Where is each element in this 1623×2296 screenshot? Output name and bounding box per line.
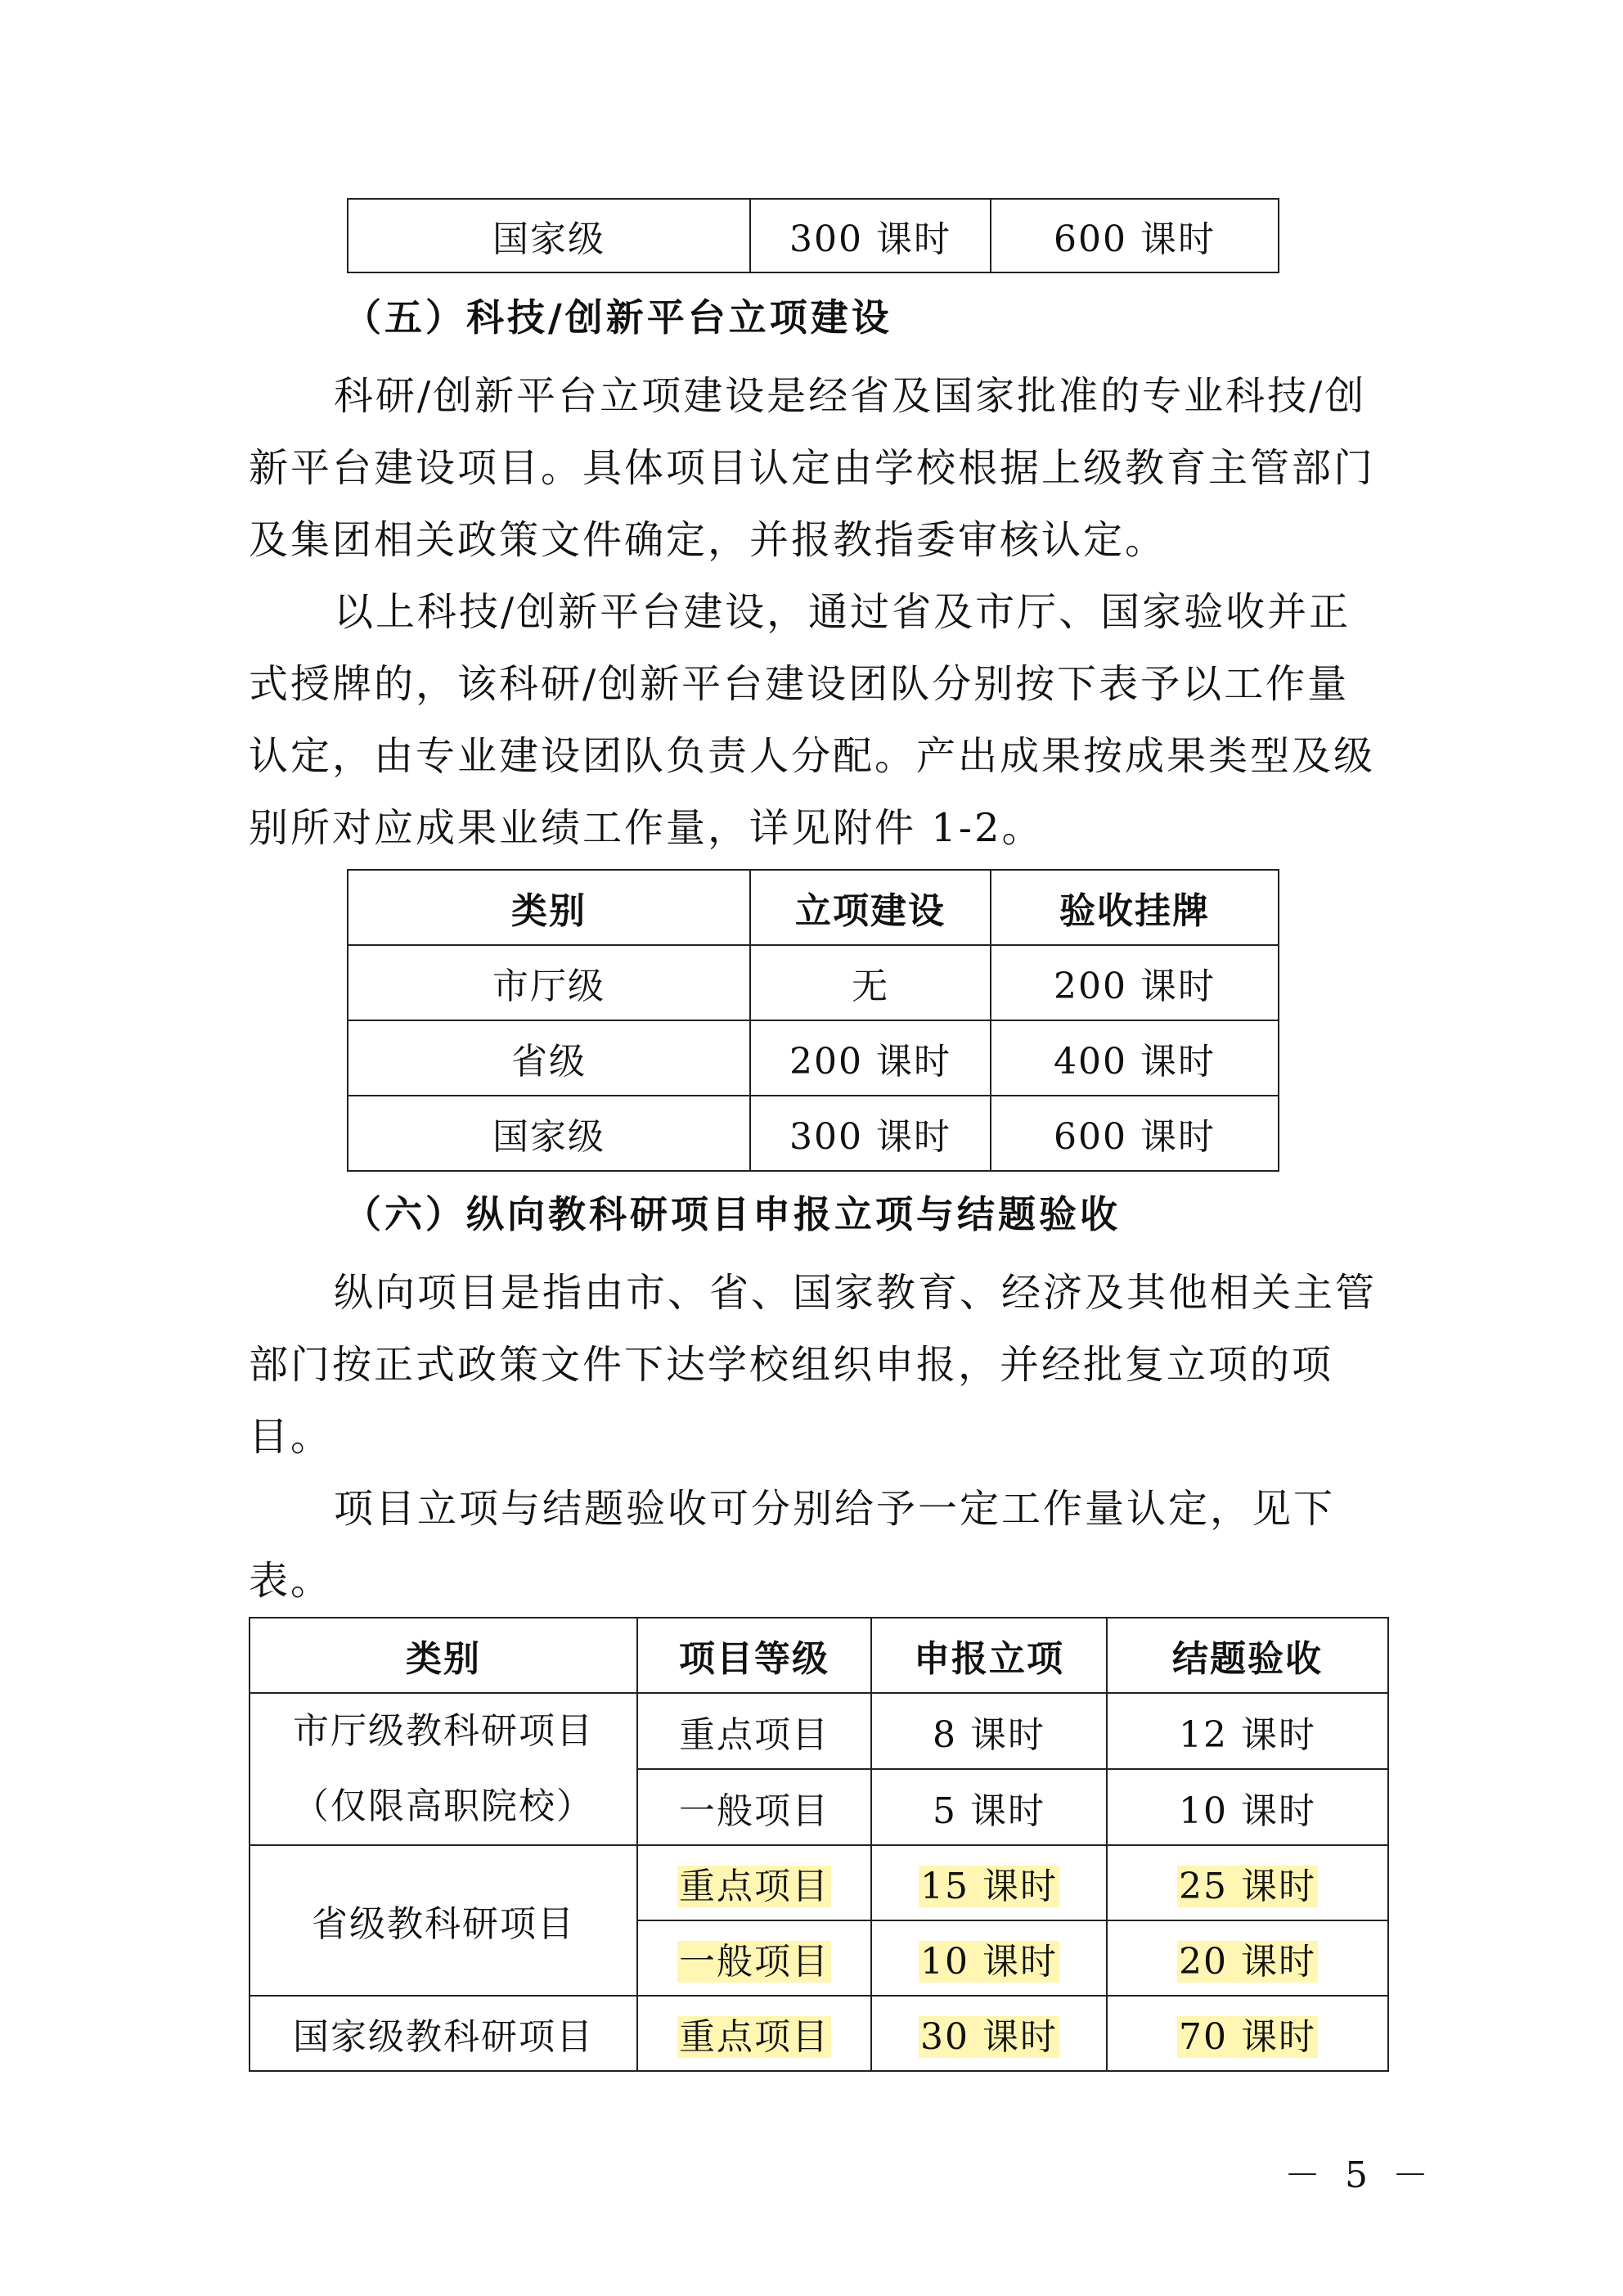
- table-cell: 200 课时: [750, 1020, 991, 1096]
- table-header-row: [250, 1618, 1388, 1693]
- table-cell: [1107, 1920, 1388, 1996]
- highlighted-text: 70 课时: [1179, 2016, 1316, 2058]
- table-cell: [1107, 1845, 1388, 1920]
- table-cell: 12 课时: [1107, 1693, 1388, 1769]
- table-cell: 600 课时: [991, 1096, 1279, 1171]
- table-cell: 国家级: [348, 199, 750, 272]
- section6-paragraph-2: 项目立项与结题验收可分别给予一定工作量认定，见下表。: [249, 1486, 1336, 1604]
- table-cell: 重点项目: [637, 1693, 871, 1769]
- category-label: 市厅级教科研项目（仅限高职院校）: [293, 1710, 594, 1827]
- table-header-cell: 结题验收: [1107, 1618, 1388, 1693]
- table-row: [348, 945, 1279, 1020]
- highlighted-text: 20 课时: [1179, 1941, 1316, 1983]
- table-header-cell: 类别: [250, 1618, 637, 1693]
- section5-paragraph-1: 科研/创新平台立项建设是经省及国家批准的专业科技/创新平台建设项目。具体项目认定由学校根据上级教育主管部门及集团相关政策文件确定，并报教指委审核认定。: [249, 373, 1376, 563]
- category-cell-national: 国家级教科研项目: [250, 1996, 637, 2071]
- highlighted-text: 一般项目: [679, 1941, 829, 1983]
- section5-paragraph-2: 以上科技/创新平台建设，通过省及市厅、国家验收并正式授牌的，该科研/创新平台建设团队分别按下表予以工作量认定，由专业建设团队负责人分配。产出成果按成果类型及级别所对应成果业绩工作量，详见附件 1-2。: [249, 589, 1376, 851]
- table-row: [348, 199, 1279, 272]
- table-cell: 无: [750, 945, 991, 1020]
- table-header-cell: 申报立项: [871, 1618, 1107, 1693]
- table-cell: [871, 1845, 1107, 1920]
- table-cell: 一般项目: [637, 1769, 871, 1845]
- table-row: [250, 1845, 1388, 1920]
- highlighted-text: 15 课时: [920, 1866, 1058, 1907]
- table-header-cell: 验收挂牌: [991, 870, 1279, 945]
- table-cell: [637, 1996, 871, 2071]
- table-cell: [637, 1920, 871, 1996]
- table-header-cell: 项目等级: [637, 1618, 871, 1693]
- table-cell: 10 课时: [1107, 1769, 1388, 1845]
- table-cell: 200 课时: [991, 945, 1279, 1020]
- table-header-row: [348, 870, 1279, 945]
- table-cell: 300 课时: [750, 199, 991, 272]
- table-row: [250, 1693, 1388, 1769]
- table-header-cell: 类别: [348, 870, 750, 945]
- section-heading-6: （六）纵向教科研项目申报立项与结题验收: [344, 1192, 1121, 1236]
- section-heading-5: （五）科技/创新平台立项建设: [344, 295, 892, 340]
- highlighted-text: 10 课时: [920, 1941, 1058, 1983]
- table-row: [348, 1020, 1279, 1096]
- table-cell: [637, 1845, 871, 1920]
- table-cell: 市厅级: [348, 945, 750, 1020]
- table-row: [250, 1996, 1388, 2071]
- section6-paragraph-1: 纵向项目是指由市、省、国家教育、经济及其他相关主管部门按正式政策文件下达学校组织申报，并经批复立项的项目。: [249, 1270, 1378, 1460]
- highlighted-text: 30 课时: [920, 2016, 1058, 2058]
- table-cell: [1107, 1996, 1388, 2071]
- table-cell: 省级: [348, 1020, 750, 1096]
- table-cell: 8 课时: [871, 1693, 1107, 1769]
- table-cell: 国家级: [348, 1096, 750, 1171]
- table-cell: [871, 1920, 1107, 1996]
- highlighted-text: 25 课时: [1179, 1866, 1316, 1907]
- platform-workload-table: [347, 869, 1279, 1172]
- page-number: － 5 －: [1284, 2154, 1435, 2196]
- table-cell: [871, 1996, 1107, 2071]
- table-cell: 300 课时: [750, 1096, 991, 1171]
- research-project-table: [249, 1617, 1389, 2072]
- table-cell: 600 课时: [991, 199, 1279, 272]
- category-cell-province: 省级教科研项目: [250, 1845, 637, 1996]
- table-cell: 400 课时: [991, 1020, 1279, 1096]
- platform-table-continued: [347, 198, 1279, 273]
- highlighted-text: 重点项目: [679, 1866, 829, 1907]
- table-row: [348, 1096, 1279, 1171]
- category-cell-city: [250, 1693, 637, 1845]
- highlighted-text: 重点项目: [679, 2016, 829, 2058]
- table-cell: 5 课时: [871, 1769, 1107, 1845]
- table-header-cell: 立项建设: [750, 870, 991, 945]
